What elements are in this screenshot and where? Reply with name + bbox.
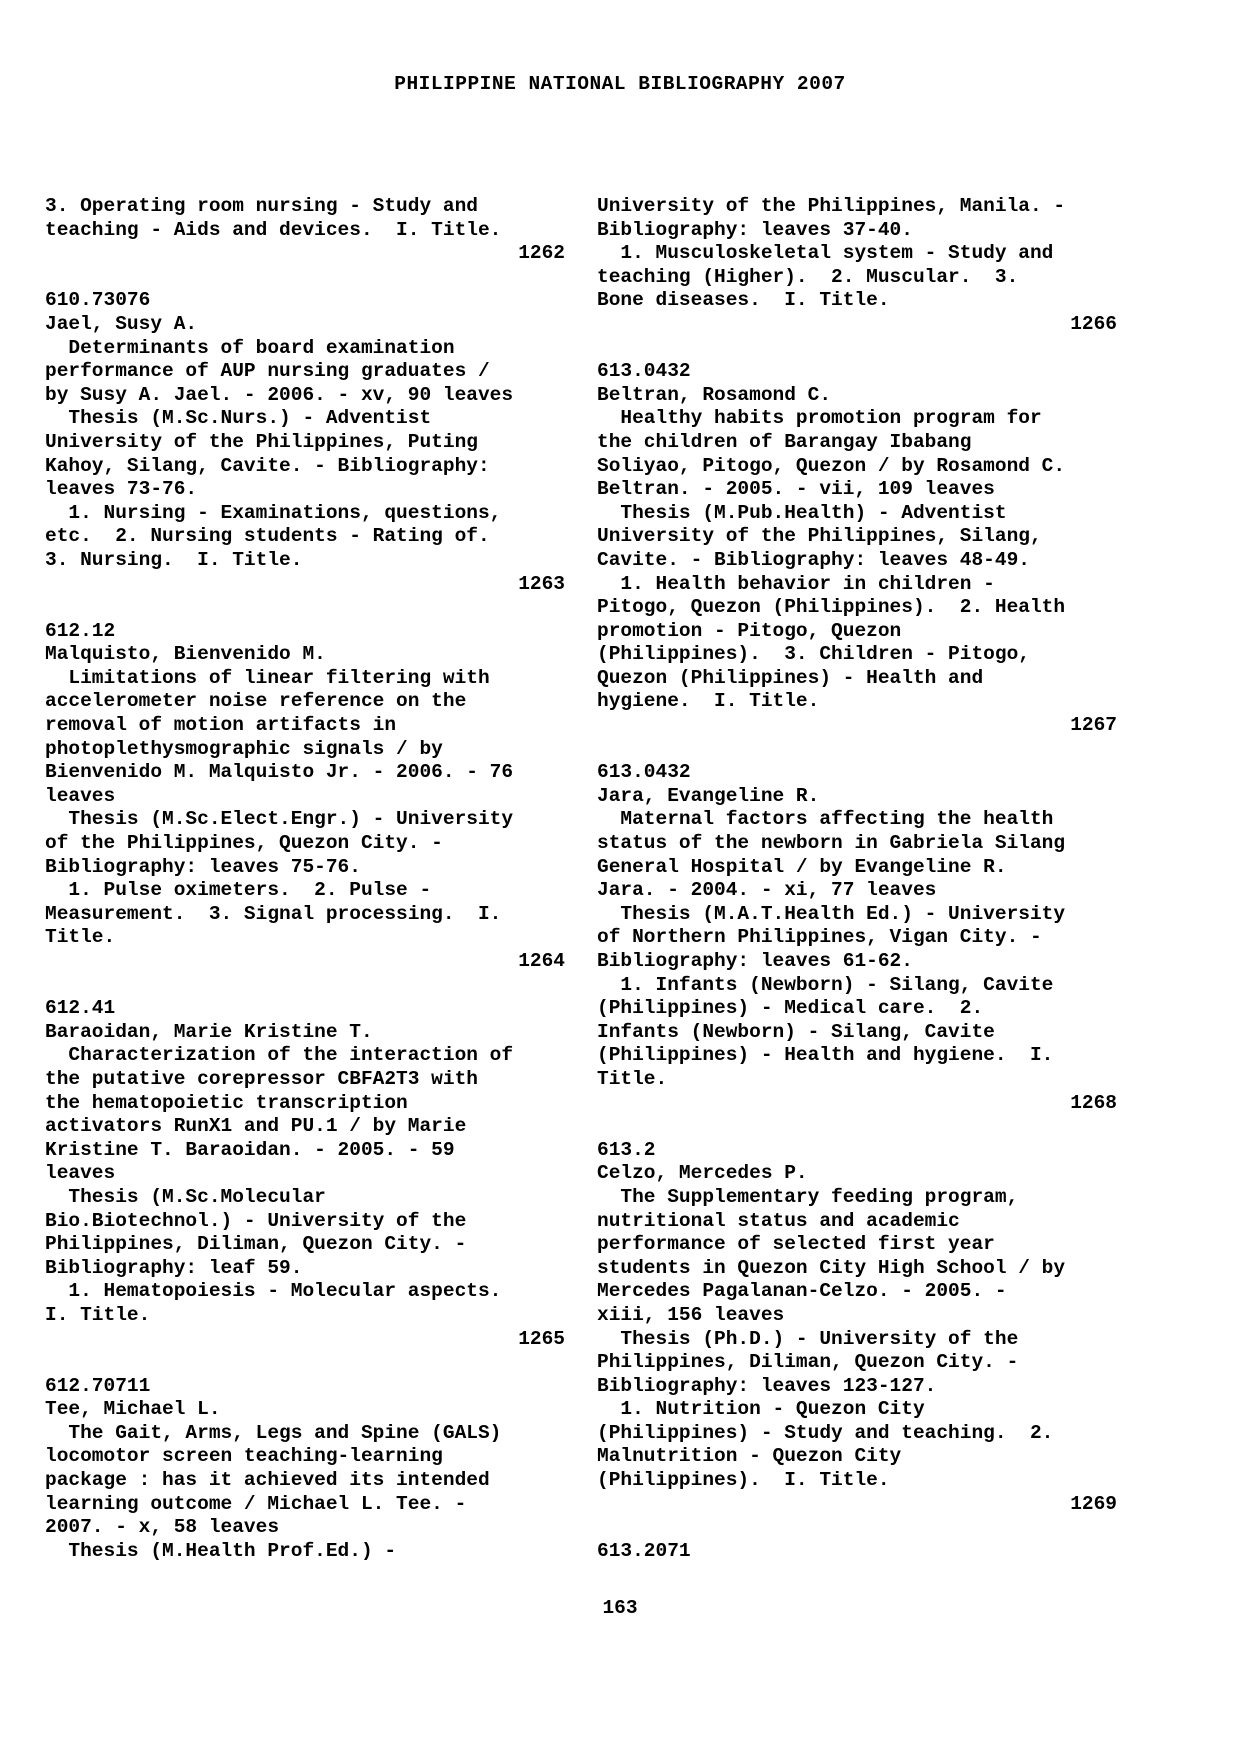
text-line: promotion - Pitogo, Quezon <box>597 619 902 642</box>
call-number: 612.70711 <box>45 1374 151 1397</box>
text-line: 1. Nutrition - Quezon City <box>597 1398 925 1421</box>
text-line: General Hospital / by Evangeline R. <box>597 855 1007 878</box>
author-heading: Beltran, Rosamond C. <box>597 383 832 406</box>
author-heading: Celzo, Mercedes P. <box>597 1162 808 1185</box>
text-line: Thesis (M.Pub.Health) - Adventist <box>597 501 1007 524</box>
text-line: Cavite. - Bibliography: leaves 48-49. <box>597 548 1030 571</box>
text-line: status of the newborn in Gabriela Silang <box>597 832 1066 855</box>
text-line: Kahoy, Silang, Cavite. - Bibliography: <box>45 454 490 477</box>
text-line: performance of AUP nursing graduates / <box>45 360 490 383</box>
text-line: teaching - Aids and devices. I. Title. <box>45 218 502 241</box>
text-line: by Susy A. Jael. - 2006. - xv, 90 leaves <box>45 383 514 406</box>
text-line: University of the Philippines, Silang, <box>597 525 1042 548</box>
blank-line <box>45 1351 565 1375</box>
text-line: 1. Pulse oximeters. 2. Pulse - <box>45 879 432 902</box>
text-line: Maternal factors affecting the health <box>597 808 1054 831</box>
text-line: package : has it achieved its intended <box>45 1469 490 1492</box>
text-line: etc. 2. Nursing students - Rating of. <box>45 525 490 548</box>
text-line: University of the Philippines, Manila. - <box>597 195 1066 217</box>
call-number: 612.41 <box>45 997 116 1020</box>
text-line: Beltran. - 2005. - vii, 109 leaves <box>597 478 995 501</box>
text-line: Malnutrition - Quezon City <box>597 1445 902 1468</box>
text-line: Determinants of board examination <box>45 336 455 359</box>
blank-line <box>45 266 565 290</box>
text-line: Jara. - 2004. - xi, 77 leaves <box>597 879 937 902</box>
page-number: 163 <box>602 1597 638 1619</box>
text-line: xiii, 156 leaves <box>597 1303 785 1326</box>
text-line: 2007. - x, 58 leaves <box>45 1516 280 1539</box>
text-line: Soliyao, Pitogo, Quezon / by Rosamond C. <box>597 454 1066 477</box>
text-line: locomotor screen teaching-learning <box>45 1445 443 1468</box>
blank-line <box>597 337 1117 361</box>
text-line: 1. Nursing - Examinations, questions, <box>45 501 502 524</box>
text-line: Thesis (M.Sc.Elect.Engr.) - University <box>45 808 514 831</box>
text-line: of the Philippines, Quezon City. - <box>45 832 443 855</box>
text-line: Bibliography: leaves 123-127. <box>597 1374 937 1397</box>
text-line: removal of motion artifacts in <box>45 714 397 737</box>
text-line: photoplethysmographic signals / by <box>45 737 443 760</box>
text-line: the children of Barangay Ibabang <box>597 430 972 453</box>
text-line: accelerometer noise reference on the <box>45 690 467 713</box>
text-line: (Philippines) - Study and teaching. 2. <box>597 1421 1054 1444</box>
text-line: Thesis (Ph.D.) - University of the <box>597 1327 1019 1350</box>
call-number: 612.12 <box>45 619 116 642</box>
text-line: Mercedes Pagalanan-Celzo. - 2005. - <box>597 1280 1007 1303</box>
text-line: students in Quezon City High School / by <box>597 1256 1066 1279</box>
entry-number: 1263 <box>518 572 565 595</box>
text-line: 1. Musculoskeletal system - Study and <box>597 242 1054 265</box>
text-line: Philippines, Diliman, Quezon City. - <box>45 1233 467 1256</box>
call-number: 613.0432 <box>597 761 691 784</box>
text-line: Infants (Newborn) - Silang, Cavite <box>597 1020 995 1043</box>
text-line: 1. Health behavior in children - <box>597 572 995 595</box>
text-line: Bio.Biotechnol.) - University of the <box>45 1209 467 1232</box>
text-line: I. Title. <box>45 1303 151 1326</box>
text-line: Pitogo, Quezon (Philippines). 2. Health <box>597 596 1066 619</box>
text-line: Title. <box>597 1067 668 1090</box>
text-line: Thesis (M.A.T.Health Ed.) - University <box>597 902 1066 925</box>
text-line: Thesis (M.Sc.Nurs.) - Adventist <box>45 407 432 430</box>
text-line: (Philippines). 3. Children - Pitogo, <box>597 643 1030 666</box>
text-line: Healthy habits promotion program for <box>597 407 1042 430</box>
blank-line <box>597 1516 1117 1540</box>
text-line: (Philippines). I. Title. <box>597 1469 890 1492</box>
text-line: the putative corepressor CBFA2T3 with <box>45 1067 478 1090</box>
text-line: Quezon (Philippines) - Health and <box>597 666 984 689</box>
author-heading: Malquisto, Bienvenido M. <box>45 643 326 666</box>
blank-line <box>45 974 565 998</box>
text-line: hygiene. I. Title. <box>597 690 820 713</box>
text-line: activators RunX1 and PU.1 / by Marie <box>45 1115 467 1138</box>
text-line: Limitations of linear filtering with <box>45 666 490 689</box>
author-heading: Jara, Evangeline R. <box>597 784 820 807</box>
call-number: 613.2071 <box>597 1539 691 1562</box>
entry-number: 1268 <box>1070 1091 1117 1114</box>
call-number: 613.2 <box>597 1138 656 1161</box>
text-line: 1. Infants (Newborn) - Silang, Cavite <box>597 973 1054 996</box>
text-line: nutritional status and academic <box>597 1209 960 1232</box>
entry-number: 1266 <box>1070 312 1117 335</box>
text-line: Bibliography: leaves 61-62. <box>597 950 913 972</box>
text-line: Philippines, Diliman, Quezon City. - <box>597 1351 1019 1374</box>
blank-line <box>597 1115 1117 1139</box>
author-heading: Tee, Michael L. <box>45 1398 221 1421</box>
text-line: Characterization of the interaction of <box>45 1044 514 1067</box>
entry-number: 1264 <box>518 950 565 972</box>
entry-number: 1265 <box>518 1327 565 1350</box>
text-line: leaves <box>45 1162 116 1185</box>
call-number: 610.73076 <box>45 289 151 312</box>
text-line: Bibliography: leaves 75-76. <box>45 855 361 878</box>
left-column <box>45 195 565 1563</box>
text-line: Measurement. 3. Signal processing. I. <box>45 902 502 925</box>
entry-number: 1269 <box>1070 1492 1117 1515</box>
text-line: Bienvenido M. Malquisto Jr. - 2006. - 76 <box>45 761 514 784</box>
blank-line <box>45 596 565 620</box>
right-column <box>597 195 1117 1563</box>
text-line: The Gait, Arms, Legs and Spine (GALS) <box>45 1421 502 1444</box>
text-line: Thesis (M.Health Prof.Ed.) - <box>45 1539 397 1562</box>
text-line: (Philippines) - Health and hygiene. I. <box>597 1044 1054 1067</box>
text-line: 3. Nursing. I. Title. <box>45 548 303 571</box>
author-heading: Jael, Susy A. <box>45 312 198 335</box>
text-line: teaching (Higher). 2. Muscular. 3. <box>597 265 1019 288</box>
text-line: Bibliography: leaves 37-40. <box>597 218 913 241</box>
entry-number: 1262 <box>518 242 565 265</box>
call-number: 613.0432 <box>597 360 691 383</box>
text-line: Title. <box>45 926 116 949</box>
text-line: Bone diseases. I. Title. <box>597 289 890 312</box>
text-line: Thesis (M.Sc.Molecular <box>45 1185 326 1208</box>
text-line: 3. Operating room nursing - Study and <box>45 195 478 217</box>
text-line: Kristine T. Baraoidan. - 2005. - 59 <box>45 1138 455 1161</box>
text-line: leaves <box>45 784 116 807</box>
text-line: performance of selected first year <box>597 1233 995 1256</box>
text-line: (Philippines) - Medical care. 2. <box>597 997 984 1020</box>
text-line: University of the Philippines, Puting <box>45 430 478 453</box>
author-heading: Baraoidan, Marie Kristine T. <box>45 1020 373 1043</box>
text-line: The Supplementary feeding program, <box>597 1185 1019 1208</box>
entry-number: 1267 <box>1070 714 1117 737</box>
text-line: the hematopoietic transcription <box>45 1091 408 1114</box>
text-line: leaves 73-76. <box>45 478 198 501</box>
text-line: of Northern Philippines, Vigan City. - <box>597 926 1042 949</box>
blank-line <box>597 738 1117 762</box>
text-line: Bibliography: leaf 59. <box>45 1256 303 1279</box>
running-header: PHILIPPINE NATIONAL BIBLIOGRAPHY 2007 <box>394 73 846 95</box>
text-line: 1. Hematopoiesis - Molecular aspects. <box>45 1280 502 1303</box>
text-line: learning outcome / Michael L. Tee. - <box>45 1492 467 1515</box>
